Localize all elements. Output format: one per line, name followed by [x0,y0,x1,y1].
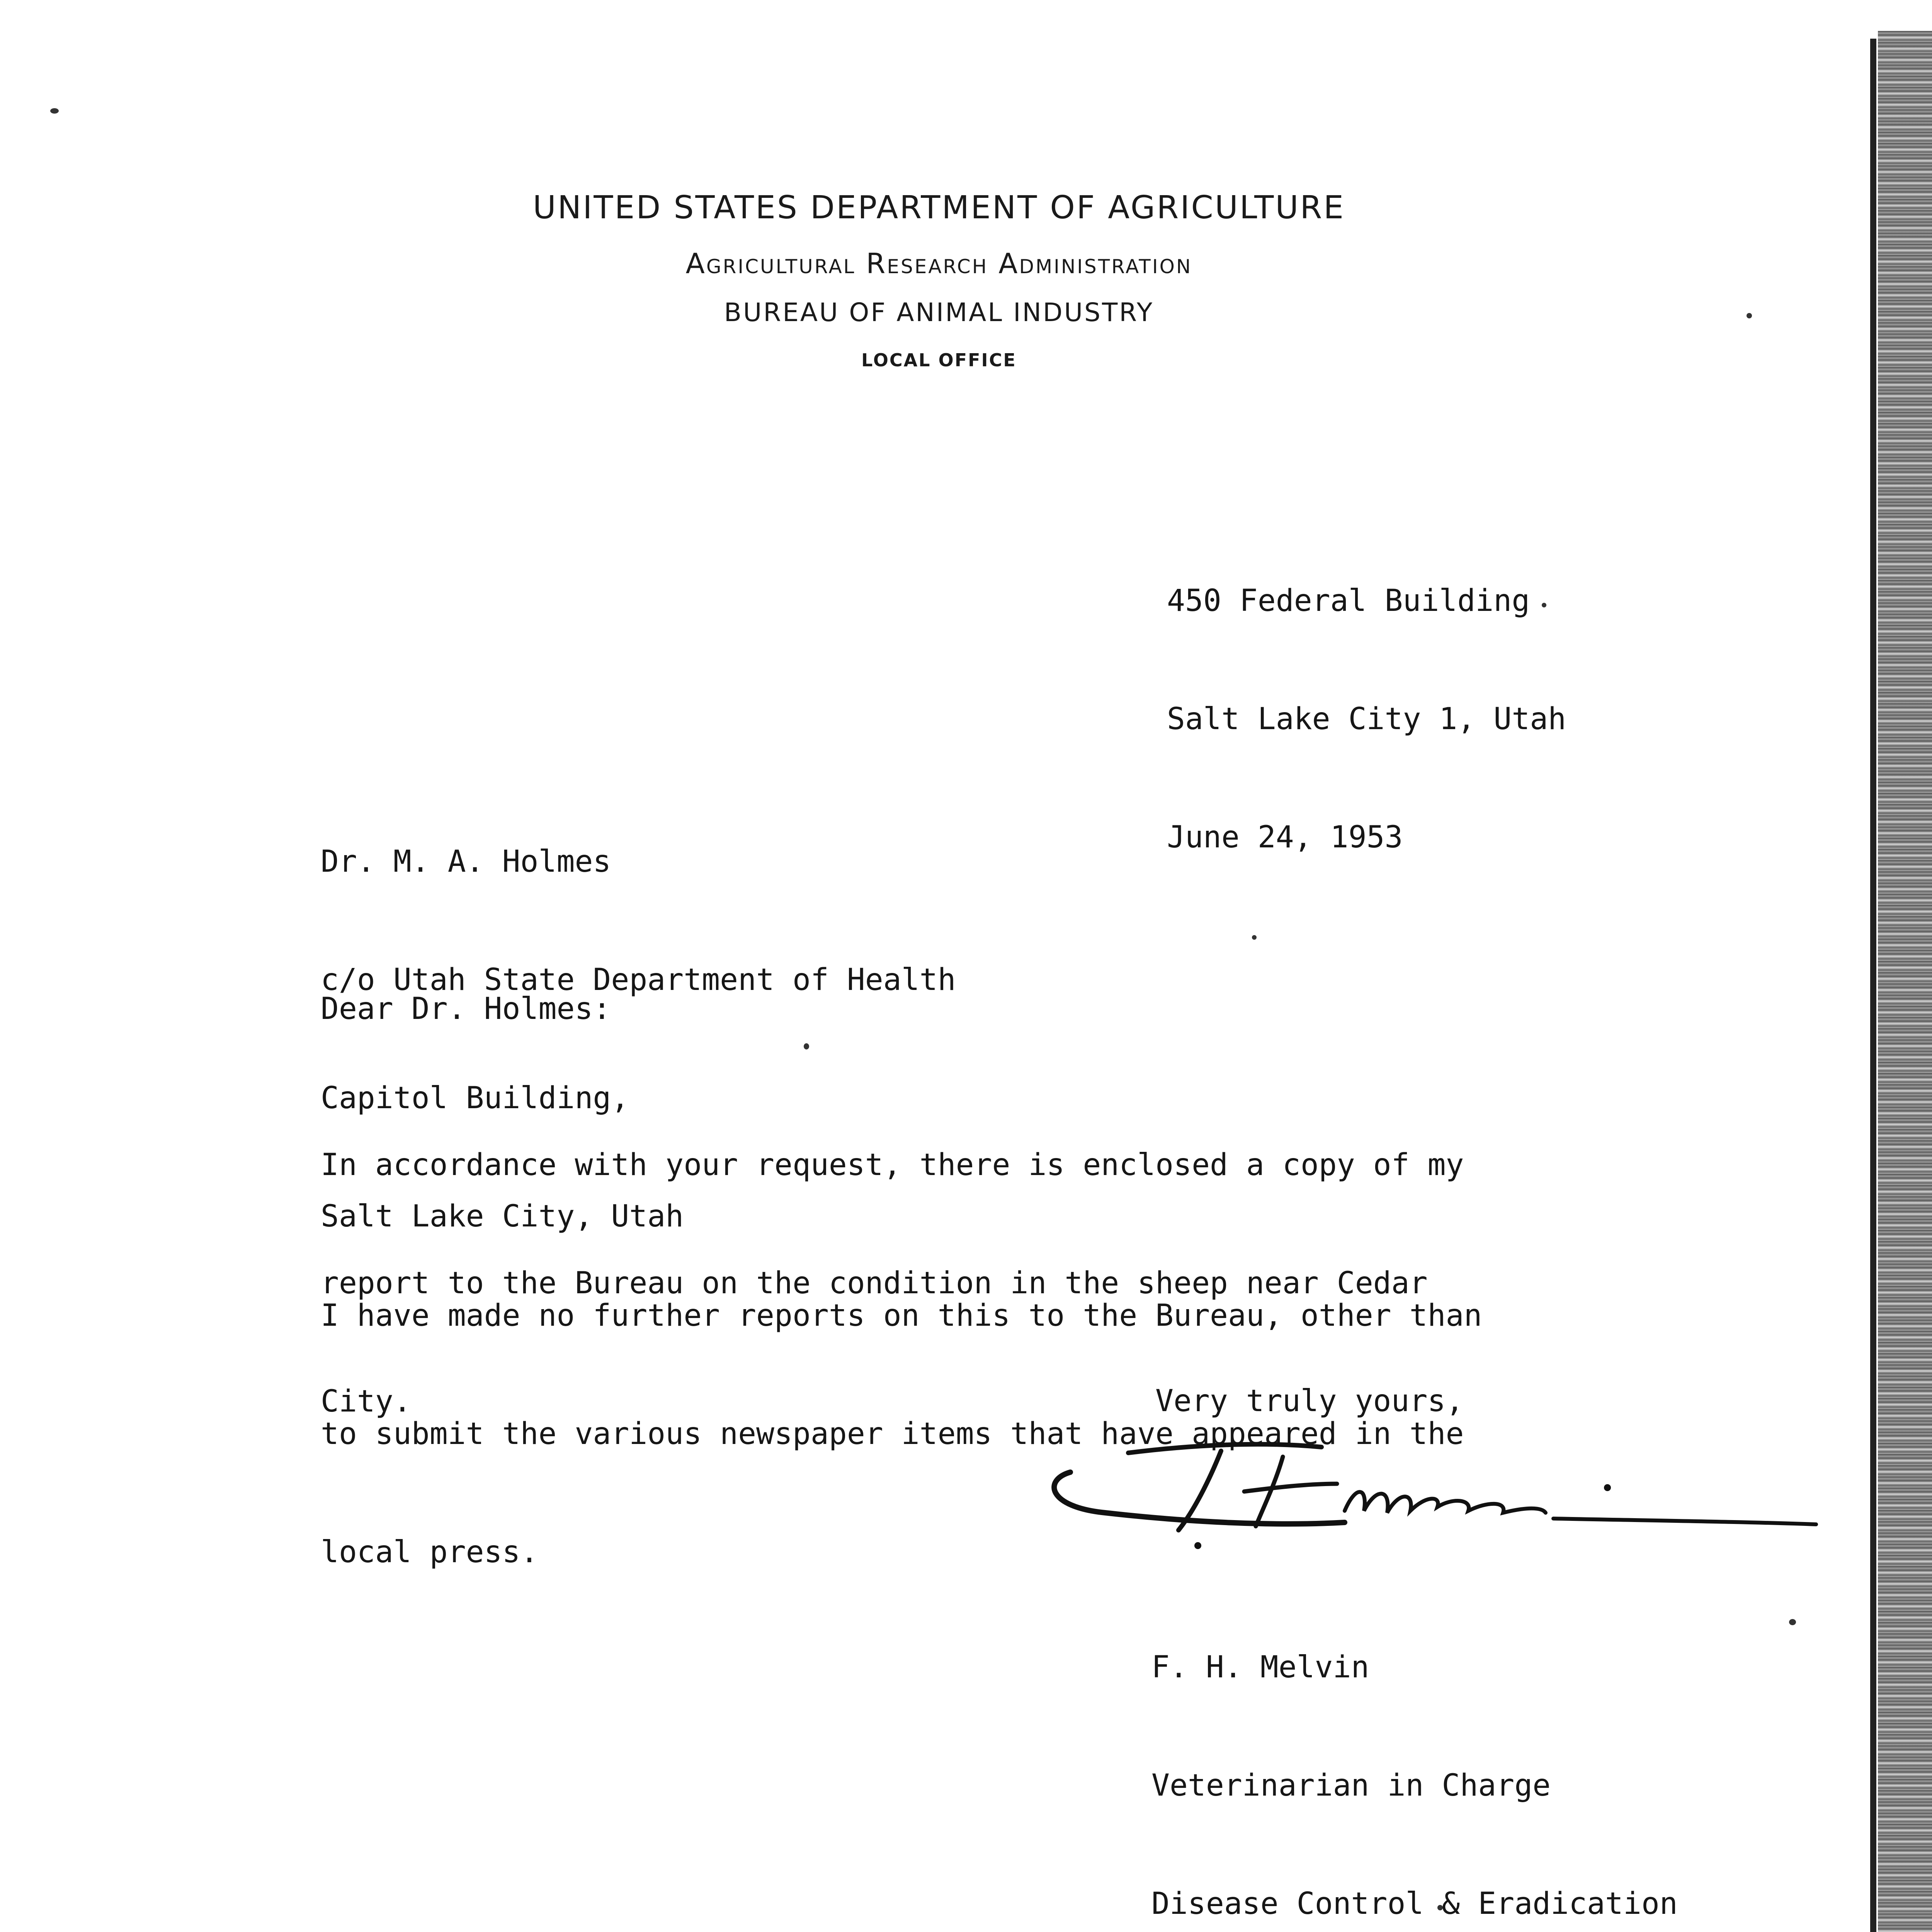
letter-date: June 24, 1953 [1167,820,1403,855]
signer-division: Disease Control & Eradication [1151,1886,1678,1921]
body-line: local press. [321,1535,539,1570]
sender-street: 450 Federal Building [1167,583,1530,618]
closing: Very truly yours, [1155,1384,1464,1418]
scan-speck [1789,1619,1796,1625]
letterhead-bureau: BUREAU OF ANIMAL INDUSTRY [724,298,1154,327]
body-line: I have made no further reports on this to the Bureau, other than [321,1298,1482,1333]
letterhead-administration: Agricultural Research Administration [685,247,1192,280]
scan-edge-right [1878,31,1932,1932]
body-line: report to the Bureau on the condition in the sheep near Cedar [321,1266,1428,1301]
recipient-city: Salt Lake City, Utah [321,1199,684,1234]
recipient-org: c/o Utah State Department of Health [321,963,956,997]
scan-speck [50,108,59,114]
salutation: Dear Dr. Holmes: [321,992,611,1026]
letterhead-office: LOCAL OFFICE [861,350,1017,371]
signer-name: F. H. Melvin [1151,1650,1369,1685]
body-line: City. [321,1384,412,1419]
letterhead-department: UNITED STATES DEPARTMENT OF AGRICULTURE [532,189,1345,226]
recipient-building: Capitol Building, [321,1081,629,1116]
handwritten-signature [1028,1430,1824,1557]
body-line: to submit the various newspaper items that have appeared in the [321,1417,1464,1451]
signer-block [1151,1569,1678,1932]
sender-address-block [1167,502,1566,936]
recipient-name: Dr. M. A. Holmes [321,844,611,879]
body-line: In accordance with your request, there is enclosed a copy of my [321,1148,1464,1182]
sender-city: Salt Lake City 1, Utah [1167,702,1566,736]
signer-title: Veterinarian in Charge [1151,1768,1551,1803]
